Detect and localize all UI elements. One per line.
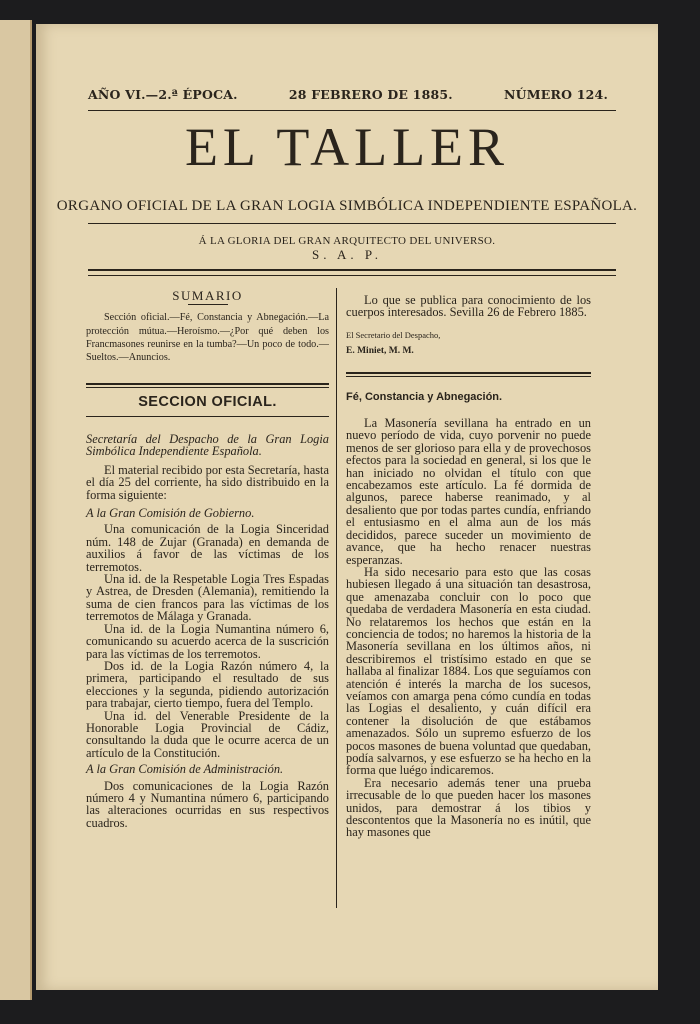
sumario-rule-1 — [86, 383, 329, 385]
secretaria-line: Secretaría del Despacho de la Gran Logia Simbólica Independiente Española. — [86, 432, 329, 459]
administracion-heading: A la Gran Comisión de Administración. — [86, 762, 284, 777]
column-divider — [336, 288, 337, 908]
newspaper-subtitle: ORGANO OFICIAL DE LA GRAN LOGIA SIMBÓLICA INDEPENDIENTE ESPAÑOLA. — [56, 198, 638, 214]
sumario-heading: SUMARIO — [172, 288, 243, 303]
fe-constancia-heading: Fé, Constancia y Abnegación. — [346, 390, 503, 403]
right-rule-1 — [346, 372, 591, 374]
article-paragraph-3: Era necesario además tener una prueba irrecusable de lo que pueden hacer los masones unidos, para demostrar á los tibios y descontentos que la Masonería no es inútil, que hay masones que — [346, 775, 591, 840]
paragraph-material: El material recibido por esta Secretaría, hasta el día 25 del corriente, ha sido distribuido en la forma siguiente: — [86, 462, 329, 502]
paragraph-razon: Dos id. de la Logia Razón número 4, la primera, participando el resultado de sus elecciones y la segunda, pidiendo autorización para trabajar, cierto tiempo, fuera del Templo. — [86, 658, 329, 711]
newspaper-page — [36, 24, 658, 990]
sumario-rule-2 — [86, 387, 329, 388]
issue-number: NÚMERO 124. — [504, 87, 608, 102]
masthead-info-row — [88, 87, 608, 102]
sap-line: S. A. P. — [312, 247, 382, 262]
seccion-rule — [86, 416, 329, 417]
sumario-text: Sección oficial.—Fé, Constancia y Abnegación.—La protección mútua.—Heroísmo.—¿Por qué deben los Francmasones reunirse en la tumba?—Un poco de todo.—Sueltos.—Anuncios. — [86, 312, 329, 364]
right-column — [346, 294, 591, 839]
dedication-line: Á LA GLORIA DEL GRAN ARQUITECTO DEL UNIVERSO. — [198, 235, 496, 247]
article-paragraph-2: Ha sido necesario para esto que las cosas hubiesen llegado á una situación tan desastrosa, que amenazaba concluir con lo poco que quedaba de verdadera Masonería en esta ciudad. No relataremos los hechos que están en la conciencia de todos; no haremos la historia de la Masonería sevillana en los últimos años, ni describiremos el tristísimo estado en que se hallaba al finalizar 1884. Los que seguíamos con atención é interés la marcha de los sucesos, veíamos con amarga pena cómo cundía en todas las Logias el desaliento, y cuán difícil era contener la disolución de que estábamos amenazados. Sólo un supremo esfuerzo de los pocos masones de buena voluntad que quedaban, podía salvarnos, y ese esfuerzo se ha hecho en la forma que luégo indicaremos. — [346, 564, 591, 778]
seccion-oficial-heading: SECCION OFICIAL. — [138, 393, 277, 410]
gobierno-heading: A la Gran Comisión de Gobierno. — [86, 506, 255, 521]
newspaper-title: EL TALLER — [184, 117, 510, 177]
adjacent-page-edge — [0, 20, 32, 1000]
article-paragraph-1: La Masonería sevillana ha entrado en un nuevo período de vida, cuyo porvenir no puede menos de ser glorioso para ella y de provechosos efectos para la sociedad en general, si los que le han iniciado no olvidan el título con que encabezamos este artículo. La fé dormida de algunos, parece haberse reanimado, y al desaliento que por todas partes cundía, enfriando el entusiasmo en el alma aun de los más decididos, parece suceder un movimiento de avance, que ha hecho renacer nuestras esperanzas. — [346, 416, 591, 567]
sumario-underline — [188, 304, 228, 305]
header-double-rule-1 — [88, 269, 616, 271]
paragraph-tres-espadas: Una id. de la Respetable Logia Tres Espadas y Astrea, de Dresden (Alemania), remitiendo la suma de cien francos para las víctimas de los terremotos de Málaga y Granada. — [86, 572, 329, 624]
header-double-rule-2 — [88, 275, 616, 276]
issue-date: 28 FEBRERO DE 1885. — [288, 87, 453, 102]
paragraph-numantina: Una id. de la Logia Numantina número 6, comunicando su acuerdo acerca de la suscrición para las víctimas de los terremotos. — [86, 621, 329, 661]
paragraph-cadiz: Una id. del Venerable Presidente de la Honorable Logia Provincial de Cádiz, consultando la duda que le ocurre acerca de un artículo de la Constitución. — [86, 708, 329, 760]
paragraph-comunicaciones: Dos comunicaciones de la Logia Razón número 4 y Numantina número 6, participando las alteraciones ocurridas en sus respectivos cuadros. — [86, 778, 329, 830]
secretario-line: El Secretario del Despacho, — [346, 329, 441, 340]
subtitle-rule — [88, 223, 616, 224]
masthead-rule-top — [88, 110, 616, 111]
publica-paragraph: Lo que se publica para conocimiento de los cuerpos interesados. Sevilla 26 de Febrero 1885. — [346, 293, 591, 320]
year-epoch: AÑO VI.—2.ª ÉPOCA. — [88, 87, 238, 102]
right-rule-2 — [346, 376, 591, 377]
signature: E. Miniet, M. M. — [346, 346, 414, 357]
paragraph-sinceridad: Una comunicación de la Logia Sinceridad núm. 148 de Zujar (Granada) en demanda de auxilios á favor de las víctimas de los terremotos. — [86, 522, 329, 574]
left-column — [86, 290, 329, 829]
